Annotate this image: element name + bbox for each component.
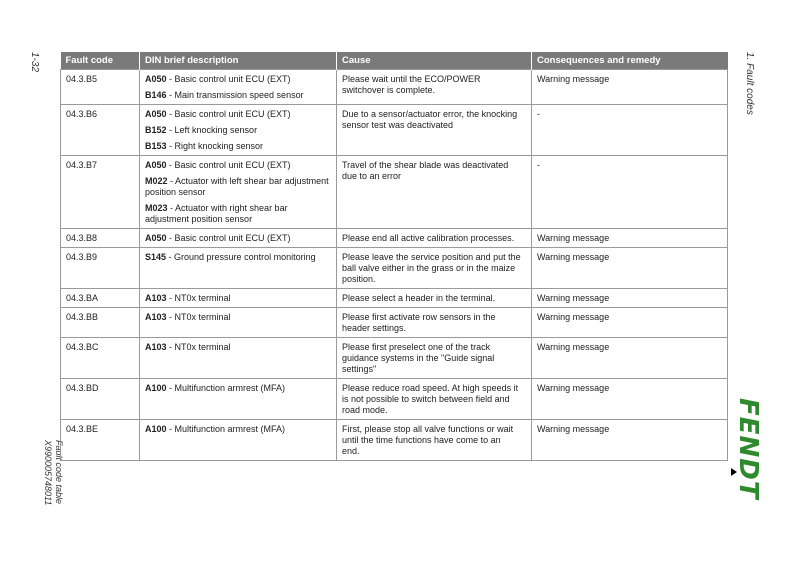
component-code: A103: [145, 312, 167, 322]
din-entry: [145, 74, 331, 85]
cause-line: Please first activate row sensors in the: [342, 312, 496, 322]
cause-line: until the time functions have come to an: [342, 435, 501, 445]
fault-code-cell: 04.3.BE: [61, 420, 140, 461]
header-remedy: Consequences and remedy: [532, 52, 728, 70]
cause-cell: [337, 248, 532, 289]
component-description: - Actuator with left shear bar adjustment position sensor: [145, 176, 329, 197]
component-code: M023: [145, 203, 168, 213]
remedy-cell: Warning message: [532, 289, 728, 308]
din-entry: [145, 383, 331, 394]
din-entry: [145, 312, 331, 323]
fault-code-table: [60, 52, 728, 461]
component-description: - Main transmission speed sensor: [166, 90, 304, 100]
component-description: - Actuator with right shear bar adjustment position sensor: [145, 203, 288, 224]
cause-line: Travel of the shear blade was deactivated: [342, 160, 509, 170]
din-entry: [145, 160, 331, 171]
component-code: B152: [145, 125, 167, 135]
fault-code-cell: 04.3.BA: [61, 289, 140, 308]
din-entry: [145, 90, 331, 101]
fault-code-cell: 04.3.BC: [61, 338, 140, 379]
cause-line: Please end all active calibration processes.: [342, 233, 515, 243]
cause-line: due to an error: [342, 171, 402, 181]
remedy-cell: Warning message: [532, 248, 728, 289]
component-code: S145: [145, 252, 167, 262]
table-row: [61, 248, 728, 289]
component-code: A050: [145, 109, 167, 119]
component-code: M022: [145, 176, 168, 186]
cause-line: sensor test was deactivated: [342, 120, 454, 130]
cause-line: switchover is complete.: [342, 85, 436, 95]
component-code: A103: [145, 342, 167, 352]
remedy-cell: Warning message: [532, 229, 728, 248]
fault-code-cell: 04.3.B7: [61, 156, 140, 229]
din-description-cell: [140, 229, 337, 248]
component-code: A103: [145, 293, 167, 303]
component-description: - NT0x terminal: [166, 342, 231, 352]
cause-line: Please select a header in the terminal.: [342, 293, 496, 303]
component-code: A050: [145, 233, 167, 243]
table-row: [61, 156, 728, 229]
din-entry: [145, 424, 331, 435]
table-body: [61, 70, 728, 461]
table-row: [61, 420, 728, 461]
cause-line: Please first preselect one of the track: [342, 342, 491, 352]
cause-line: ball valve either in the grass or in the maize: [342, 263, 516, 273]
fendt-logo: FENDT: [733, 398, 763, 500]
din-description-cell: [140, 338, 337, 379]
table-row: [61, 379, 728, 420]
din-entry: [145, 233, 331, 244]
component-description: - Left knocking sensor: [166, 125, 258, 135]
component-description: - Ground pressure control monitoring: [166, 252, 316, 262]
table-row: [61, 338, 728, 379]
cause-line: guidance systems in the "Guide signal: [342, 353, 495, 363]
fault-code-cell: 04.3.B8: [61, 229, 140, 248]
din-description-cell: [140, 289, 337, 308]
component-code: A100: [145, 383, 167, 393]
cause-line: Please reduce road speed. At high speeds it: [342, 383, 519, 393]
din-entry: [145, 125, 331, 136]
cause-cell: [337, 156, 532, 229]
remedy-cell: Warning message: [532, 308, 728, 338]
next-page-arrow-icon: [731, 468, 737, 476]
cause-line: is not possible to switch between field and: [342, 394, 510, 404]
component-code: B153: [145, 141, 167, 151]
din-entry: [145, 203, 331, 225]
din-description-cell: [140, 70, 337, 105]
table-row: [61, 289, 728, 308]
din-entry: [145, 342, 331, 353]
header-cause: Cause: [337, 52, 532, 70]
cause-cell: [337, 420, 532, 461]
component-code: A050: [145, 74, 167, 84]
fault-code-cell: 04.3.B5: [61, 70, 140, 105]
din-description-cell: [140, 248, 337, 289]
table-row: [61, 105, 728, 156]
table-header-row: [61, 52, 728, 70]
cause-cell: [337, 105, 532, 156]
component-code: B146: [145, 90, 167, 100]
cause-cell: [337, 379, 532, 420]
cause-cell: [337, 229, 532, 248]
cause-cell: [337, 308, 532, 338]
table-row: [61, 229, 728, 248]
din-description-cell: [140, 379, 337, 420]
cause-line: road mode.: [342, 405, 388, 415]
din-entry: [145, 109, 331, 120]
page-number: 1-32: [29, 52, 40, 73]
cause-line: position.: [342, 274, 376, 284]
side-footer-title: Fault code table: [54, 440, 64, 505]
chapter-label: 1. Fault codes: [744, 52, 755, 115]
header-din-description: DIN brief description: [140, 52, 337, 70]
cause-cell: [337, 70, 532, 105]
din-entry: [145, 293, 331, 304]
cause-line: First, please stop all valve functions or wait: [342, 424, 514, 434]
table-row: [61, 70, 728, 105]
table-row: [61, 308, 728, 338]
din-entry: [145, 176, 331, 198]
component-description: - Basic control unit ECU (EXT): [166, 109, 291, 119]
fault-code-cell: 04.3.B6: [61, 105, 140, 156]
cause-line: Please wait until the ECO/POWER: [342, 74, 481, 84]
remedy-cell: Warning message: [532, 379, 728, 420]
cause-cell: [337, 289, 532, 308]
component-description: - Multifunction armrest (MFA): [166, 424, 286, 434]
component-description: - Basic control unit ECU (EXT): [166, 74, 291, 84]
component-description: - Multifunction armrest (MFA): [166, 383, 286, 393]
din-description-cell: [140, 308, 337, 338]
din-entry: [145, 141, 331, 152]
cause-line: end.: [342, 446, 360, 456]
fault-code-cell: 04.3.BD: [61, 379, 140, 420]
component-description: - Right knocking sensor: [166, 141, 264, 151]
component-description: - NT0x terminal: [166, 293, 231, 303]
din-description-cell: [140, 420, 337, 461]
cause-cell: [337, 338, 532, 379]
remedy-cell: Warning message: [532, 338, 728, 379]
fault-code-cell: 04.3.B9: [61, 248, 140, 289]
remedy-cell: Warning message: [532, 420, 728, 461]
din-description-cell: [140, 105, 337, 156]
component-description: - Basic control unit ECU (EXT): [166, 160, 291, 170]
side-footer-doc-number: X990005748011: [43, 440, 53, 506]
remedy-cell: -: [532, 105, 728, 156]
component-description: - NT0x terminal: [166, 312, 231, 322]
remedy-cell: -: [532, 156, 728, 229]
fault-code-cell: 04.3.BB: [61, 308, 140, 338]
component-description: - Basic control unit ECU (EXT): [166, 233, 291, 243]
cause-line: settings": [342, 364, 377, 374]
component-code: A050: [145, 160, 167, 170]
din-description-cell: [140, 156, 337, 229]
din-entry: [145, 252, 331, 263]
component-code: A100: [145, 424, 167, 434]
cause-line: Please leave the service position and put the: [342, 252, 521, 262]
remedy-cell: Warning message: [532, 70, 728, 105]
cause-line: header settings.: [342, 323, 407, 333]
cause-line: Due to a sensor/actuator error, the knocking: [342, 109, 518, 119]
header-fault-code: Fault code: [61, 52, 140, 70]
